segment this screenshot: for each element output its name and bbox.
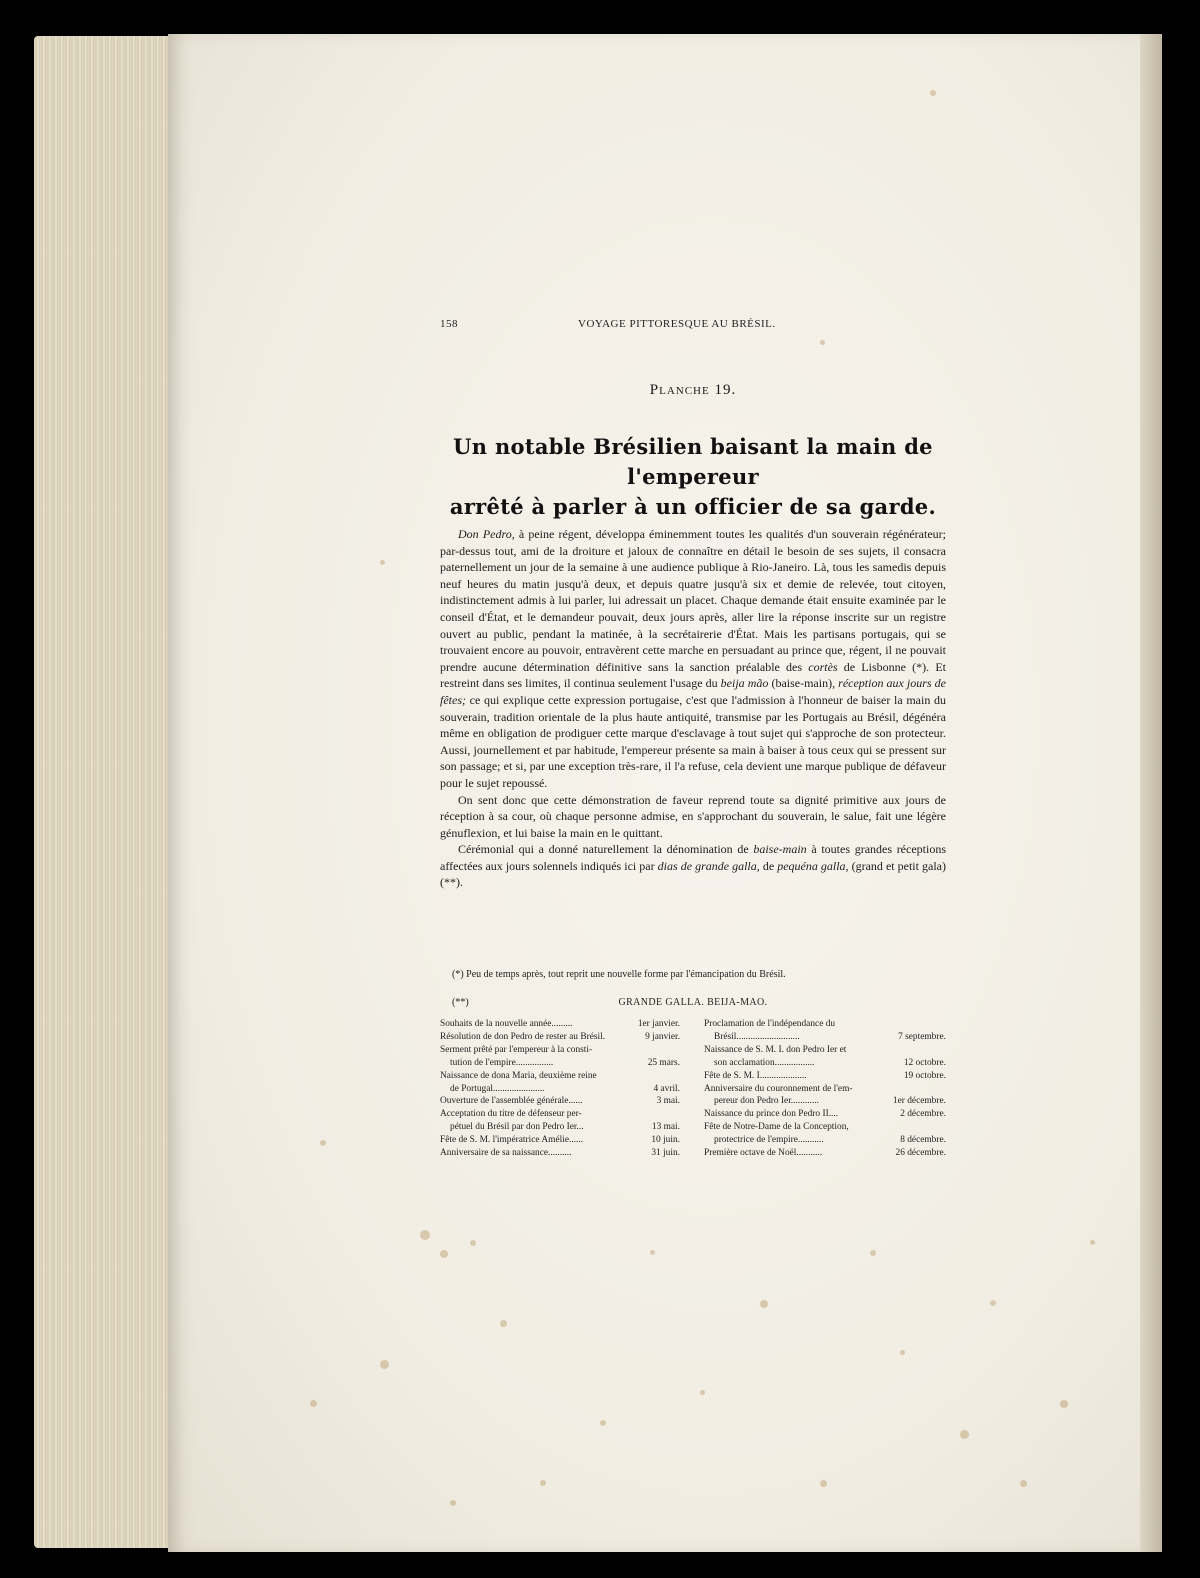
- text-run: (baise-main),: [768, 676, 839, 691]
- gala-entry-label: Brésil...........................: [714, 1031, 800, 1042]
- foxing-spot: [600, 1420, 606, 1426]
- foxing-spot: [500, 1320, 507, 1327]
- gala-entry: [440, 1095, 680, 1108]
- foxing-spot: [1020, 1480, 1027, 1487]
- paragraph-1: [440, 526, 946, 792]
- gala-entry-label: pétuel du Brésil par don Pedro Ier...: [450, 1122, 584, 1133]
- gala-entry-date: 1er décembre.: [892, 1096, 946, 1107]
- foxing-spot: [990, 1300, 996, 1306]
- gala-entry-date: 26 décembre.: [895, 1148, 946, 1159]
- foxing-spot: [440, 1250, 448, 1258]
- gala-entry-label: Serment prêté par l'empereur à la consti-: [440, 1044, 593, 1055]
- plate-label: Planche 19.: [649, 382, 737, 398]
- plate-title-line-2: arrêté à parler à un officier de sa garde.: [449, 494, 937, 519]
- foxing-spot: [1060, 1400, 1068, 1408]
- gala-entry-date: 3 mai.: [656, 1096, 680, 1107]
- gala-entry: [440, 1018, 680, 1031]
- foxing-spot: [320, 1140, 326, 1146]
- foxing-spot: [760, 1300, 768, 1308]
- text-run: réception aux jours de fêtes;: [440, 676, 946, 707]
- page-right-edge: [1140, 34, 1162, 1552]
- gala-entry-label: Naissance de S. M. I. don Pedro Ier et: [704, 1044, 847, 1055]
- running-title: VOYAGE PITTORESQUE AU BRÉSIL.: [578, 318, 776, 330]
- foxing-spot: [870, 1250, 876, 1256]
- gala-entry-label: tution de l'empire................: [450, 1057, 554, 1068]
- text-run: de Lisbonne (*). Et restreint dans ses limites, il continua seulement l'usage du: [440, 659, 946, 691]
- gala-entry: [704, 1070, 946, 1083]
- text-run: Don Pedro,: [458, 527, 515, 541]
- gala-entry-label: Anniversaire de sa naissance..........: [440, 1148, 572, 1159]
- gala-entry-date: 8 décembre.: [900, 1135, 946, 1146]
- foxing-spot: [540, 1480, 546, 1486]
- gala-entry-label: Fête de S. M. l'impératrice Amélie......: [440, 1135, 584, 1146]
- text-run: baise-main: [753, 842, 807, 857]
- gala-entry: [704, 1108, 946, 1121]
- text-run: dias de grande galla,: [657, 858, 760, 873]
- body-text: [440, 526, 946, 891]
- gala-entry: [704, 1018, 946, 1044]
- gala-entry-label: Souhaits de la nouvelle année.........: [440, 1019, 573, 1029]
- foxing-spot: [1090, 1240, 1095, 1245]
- gala-entry-label: Naissance du prince don Pedro II....: [704, 1109, 839, 1120]
- gala-entry-date: 1er janvier.: [637, 1019, 680, 1029]
- foxing-spot: [820, 1480, 827, 1487]
- gala-entry-date: 31 juin.: [651, 1148, 680, 1159]
- gala-entry-date: 10 juin.: [651, 1135, 680, 1146]
- gala-entry-date: 12 octobre.: [903, 1057, 946, 1068]
- foxing-spot: [700, 1390, 705, 1395]
- plate-title: [430, 432, 956, 522]
- foxing-spot: [820, 340, 825, 345]
- foxing-spot: [420, 1230, 430, 1240]
- text-run: (grand et petit gala) (**).: [440, 858, 946, 890]
- text-run: beija mão: [720, 676, 769, 691]
- gala-entry-label: protectrice de l'empire...........: [714, 1135, 824, 1146]
- gala-entry: [704, 1147, 946, 1160]
- gala-entry: [704, 1083, 946, 1109]
- gala-entry-label: pereur don Pedro Ier............: [714, 1096, 819, 1107]
- gala-entry: [440, 1031, 680, 1044]
- foxing-spot: [470, 1240, 476, 1246]
- foxing-spot: [900, 1350, 905, 1355]
- text-run: à peine régent, développa éminemment toutes les qualités d'un souverain régénérateur; par-dessus tout, ami de la droiture et jaloux de connaître en détail le besoin de ses sujets, il consacra paternellement un jour de la semaine à une audience publique à Rio-Janeiro. Là, tous les samedis depuis neuf heures du matin jusqu'à deux, et depuis quatre jusqu'à six et demie de relevée, tout citoyen, indistinctement admis à lui parler, lui adressait un placet. Chaque demande était ensuite examinée par le conseil d'État, et le demandeur pouvait, deux jours après, aller lire la réponse inscrite sur un registre ouvert au public, pendant la matinée, à la secrétairerie d'État. Mais les partisans portugais, qui se trouvaient encore au pouvoir, entravèrent cette marche en persuadant au prince que, régent, il ne pouvait prendre aucune détermination définitive sans la sanction préalable des: [440, 527, 946, 674]
- gala-entry-label: Proclamation de l'indépendance du: [704, 1019, 836, 1029]
- gala-entry-label: Acceptation du titre de défenseur per-: [440, 1109, 582, 1120]
- text-run: cortès: [808, 659, 838, 674]
- foxing-spot: [930, 90, 936, 96]
- footnote-2-heading: GRANDE GALLA. BEIJA-MAO.: [618, 997, 768, 1008]
- foxing-spot: [960, 1430, 969, 1439]
- gala-entry-date: 19 octobre.: [903, 1070, 946, 1081]
- gala-entry: [440, 1134, 680, 1147]
- gala-entry-label: Fête de Notre-Dame de la Conception,: [704, 1122, 849, 1133]
- text-run: ce qui explique cette expression portugaise, c'est que l'admission à l'honneur de baiser la main du souverain, tradition orientale de la plus haute antiquité, transmise par les Portugais au Brésil, dégénéra même en obligation de prodiguer cette marque d'esclavage à tout sujet qui s'approche de son protecteur. Aussi, journellement et par habitude, l'empereur présente sa main à baiser à tous ceux qui se pressent sur son passage; et si, par une exception très-rare, il l'a refuse, cela devient une marque publique de défaveur pour le sujet repoussé.: [440, 692, 946, 790]
- gala-entry-label: Fête de S. M. I....................: [704, 1070, 807, 1081]
- foxing-spot: [380, 560, 385, 565]
- text-run: de: [759, 858, 778, 873]
- gala-entry: [704, 1121, 946, 1147]
- gala-entry-label: Anniversaire du couronnement de l'em-: [704, 1083, 853, 1094]
- gala-entry-date: 4 avril.: [653, 1083, 680, 1094]
- footnote-2-mark: (**): [452, 997, 469, 1008]
- gala-entry-date: 25 mars.: [647, 1057, 680, 1068]
- gala-entry-label: son acclamation.................: [714, 1057, 815, 1068]
- gala-entry-date: 7 septembre.: [898, 1031, 946, 1042]
- page-number: 158: [440, 318, 458, 330]
- running-head: [440, 318, 946, 334]
- gala-entry-date: 13 mai.: [651, 1122, 680, 1133]
- gala-entry-label: de Portugal......................: [450, 1083, 545, 1094]
- gala-entry-label: Première octave de Noël...........: [704, 1148, 823, 1159]
- gala-list-right: [704, 1018, 946, 1160]
- foxing-spot: [650, 1250, 655, 1255]
- foxing-spot: [380, 1360, 389, 1369]
- text-run: On sent donc que cette démonstration de faveur reprend toute sa dignité primitive aux jours de réception à sa cour, où chaque personne admise, en s'approchant du souverain, le salue, fait une légère génuflexion, et lui baise la main en le quittant.: [440, 792, 946, 840]
- paragraph-2: [440, 792, 946, 842]
- gala-entry: [440, 1108, 680, 1134]
- gala-entry-date: 9 janvier.: [645, 1031, 680, 1042]
- gala-entry-label: Résolution de don Pedro de rester au Brésil.: [440, 1031, 606, 1042]
- plate-title-line-1: Un notable Brésilien baisant la main de l'empereur: [453, 434, 933, 489]
- text-run: à toutes grandes réceptions affectées aux jours solennels indiqués ici par: [440, 842, 947, 873]
- text-run: Cérémonial qui a donné naturellement la dénomination de: [458, 842, 754, 857]
- paragraph-3: [440, 841, 946, 891]
- foxing-spot: [450, 1500, 456, 1506]
- gala-entry-label: Naissance de dona Maria, deuxième reine: [440, 1070, 597, 1081]
- gala-list-left: [440, 1018, 680, 1160]
- gala-entry: [440, 1044, 680, 1070]
- foxing-spot: [310, 1400, 317, 1407]
- gala-entry: [440, 1147, 680, 1160]
- text-run: pequéna galla,: [777, 858, 849, 873]
- gala-entry: [440, 1070, 680, 1096]
- book-page-edges: [34, 36, 174, 1548]
- gala-entry: [704, 1044, 946, 1070]
- gala-entry-label: Ouverture de l'assemblée générale......: [440, 1096, 583, 1107]
- gala-entry-date: 2 décembre.: [900, 1109, 946, 1120]
- footnote-1: (*) Peu de temps après, tout reprit une nouvelle forme par l'émancipation du Brésil.: [452, 969, 786, 980]
